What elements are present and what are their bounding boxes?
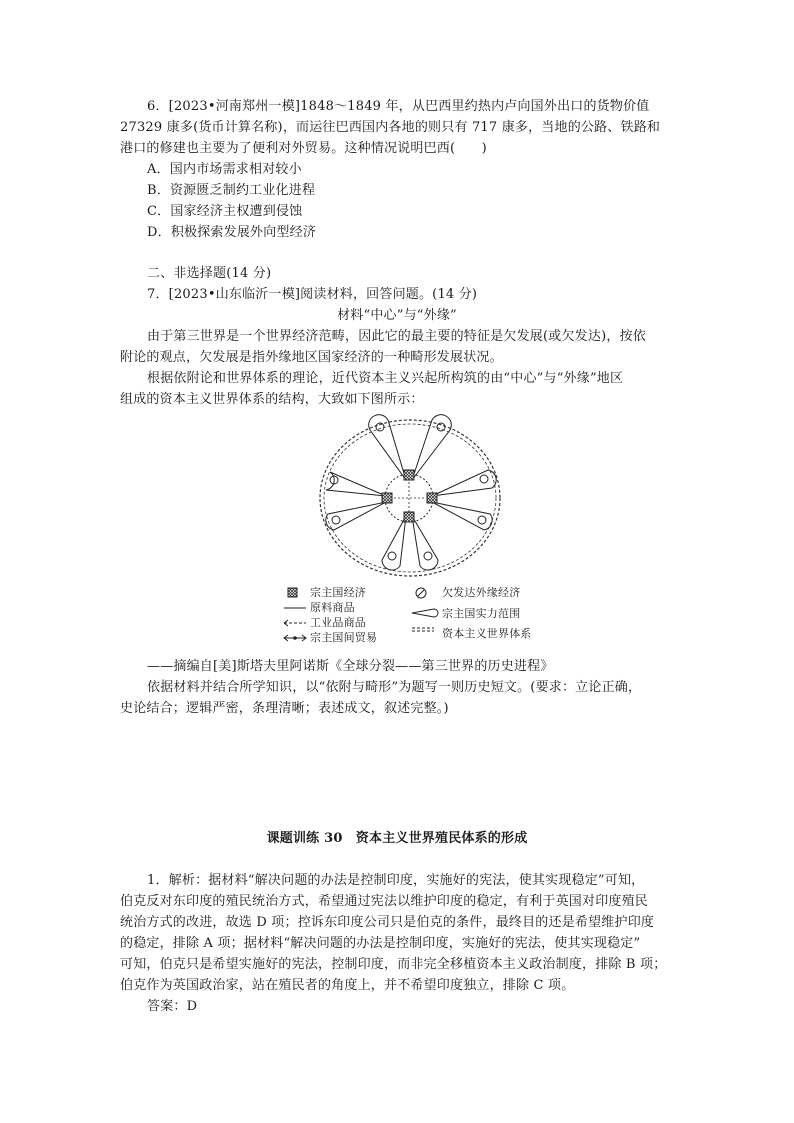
legend-core-economy: 宗主国经济 — [310, 586, 366, 599]
answer-line6: 伯克作为英国政治家，站在殖民者的角度上，并不希望印度独立，排除 C 项。 — [120, 978, 575, 993]
legend-periphery-economy: 欠发达外缘经济 — [442, 586, 521, 599]
section-heading: 二、非选择题(14 分) — [147, 266, 272, 281]
q7-task-line2: 史论结合；逻辑严密，条理清晰；表述成文，叙述完整。) — [120, 701, 449, 716]
q7-para1-line2: 附论的观点，欠发展是指外缘地区国家经济的一种畸形发展状况。 — [120, 350, 503, 365]
answer-line2: 伯克反对东印度的殖民统治方式，希望通过宪法以维护印度的稳定，有利于英国对印度殖民 — [120, 894, 649, 909]
q6-option-c: C．国家经济主权遭到侵蚀 — [147, 204, 303, 219]
q6-option-d: D．积极探索发展外向型经济 — [147, 225, 317, 240]
sphere-bottom-right — [412, 516, 438, 570]
legend-sphere-icon — [412, 609, 438, 617]
sphere-right-lower — [432, 502, 492, 530]
q7-task-line1: 依据材料并结合所学知识，以“依附与畸形”为题写一则历史短文。(要求：立论正确， — [147, 680, 642, 695]
sphere-top-right — [412, 415, 451, 480]
legend-raw-goods: 原料商品 — [310, 601, 355, 614]
sphere-left-lower — [326, 502, 386, 530]
legend-metropole-icon — [288, 588, 297, 597]
q7-para1-line1: 由于第三世界是一个世界经济范畴，因此它的最主要的特征是欠发展(或欠发达)，按依 — [147, 329, 646, 344]
metropole-right — [427, 493, 437, 503]
answer-final: 答案：D — [147, 999, 198, 1014]
q6-option-a: A．国内市场需求相对较小 — [147, 162, 302, 177]
sphere-left-upper — [326, 472, 386, 496]
q7-para2-line2: 组成的资本主义世界体系的结构，大致如下图所示： — [120, 392, 424, 407]
metropole-left — [382, 493, 392, 503]
q6-option-b: B．资源匮乏制约工业化进程 — [147, 183, 316, 198]
legend-symbols-right — [410, 585, 440, 647]
q6-line3: 港口的修建也主要为了便利对外贸易。这种情况说明巴西( ) — [120, 141, 487, 156]
q6-line2: 27329 康多(货币计算名称)，而运往巴西国内各地的则只有 717 康多，当地的公路、铁路和 — [120, 120, 661, 135]
q7-source: ——摘编自[美]斯塔夫里阿诺斯《全球分裂——第三世界的历史进程》 — [147, 659, 554, 674]
sphere-right-upper — [432, 470, 496, 496]
legend-world-system: 资本主义世界体系 — [442, 627, 532, 640]
answer-line1: 1．解析：据材料“解决问题的办法是控制印度，实施好的宪法，使其实现稳定”可知， — [147, 873, 645, 888]
metropole-top — [404, 470, 414, 480]
q7-para2-line1: 根据依附论和世界体系的理论，近代资本主义兴起所构筑的由“中心”与“外缘”地区 — [147, 371, 624, 386]
world-system-diagram — [310, 410, 510, 585]
answer-line3: 统治方式的改进，故选 D 项；控诉东印度公司只是伯克的条件，最终目的还是希望维护印度 — [120, 915, 655, 930]
q6-line1: 6．[2023•河南郑州一模]1848～1849 年，从巴西里约热内卢向国外出口的货物价值 — [147, 99, 650, 114]
material-title: 材料“中心”与“外缘” — [337, 308, 457, 323]
q7-line1: 7．[2023•山东临沂一模]阅读材料，回答问题。(14 分) — [147, 287, 478, 302]
legend-sphere: 宗主国实力范围 — [442, 607, 521, 620]
answer-line5: 可知，伯克只是希望实施好的宪法，控制印度，而非完全移植资本主义政治制度，排除 B 项； — [120, 957, 667, 972]
legend-world-system-icon — [412, 628, 434, 631]
sphere-bottom-left — [382, 516, 406, 570]
metropole-bottom — [404, 512, 414, 522]
answer-line4: 的稳定，排除 A 项；据材料“解决问题的办法是控制印度，实施好的宪法，使其实现稳定” — [120, 936, 641, 951]
legend-inter-trade: 宗主国间贸易 — [310, 631, 378, 644]
legend-industrial-goods: 工业品商品 — [310, 616, 366, 629]
answer-section-title: 课题训练 30 资本主义世界殖民体系的形成 — [266, 831, 528, 846]
